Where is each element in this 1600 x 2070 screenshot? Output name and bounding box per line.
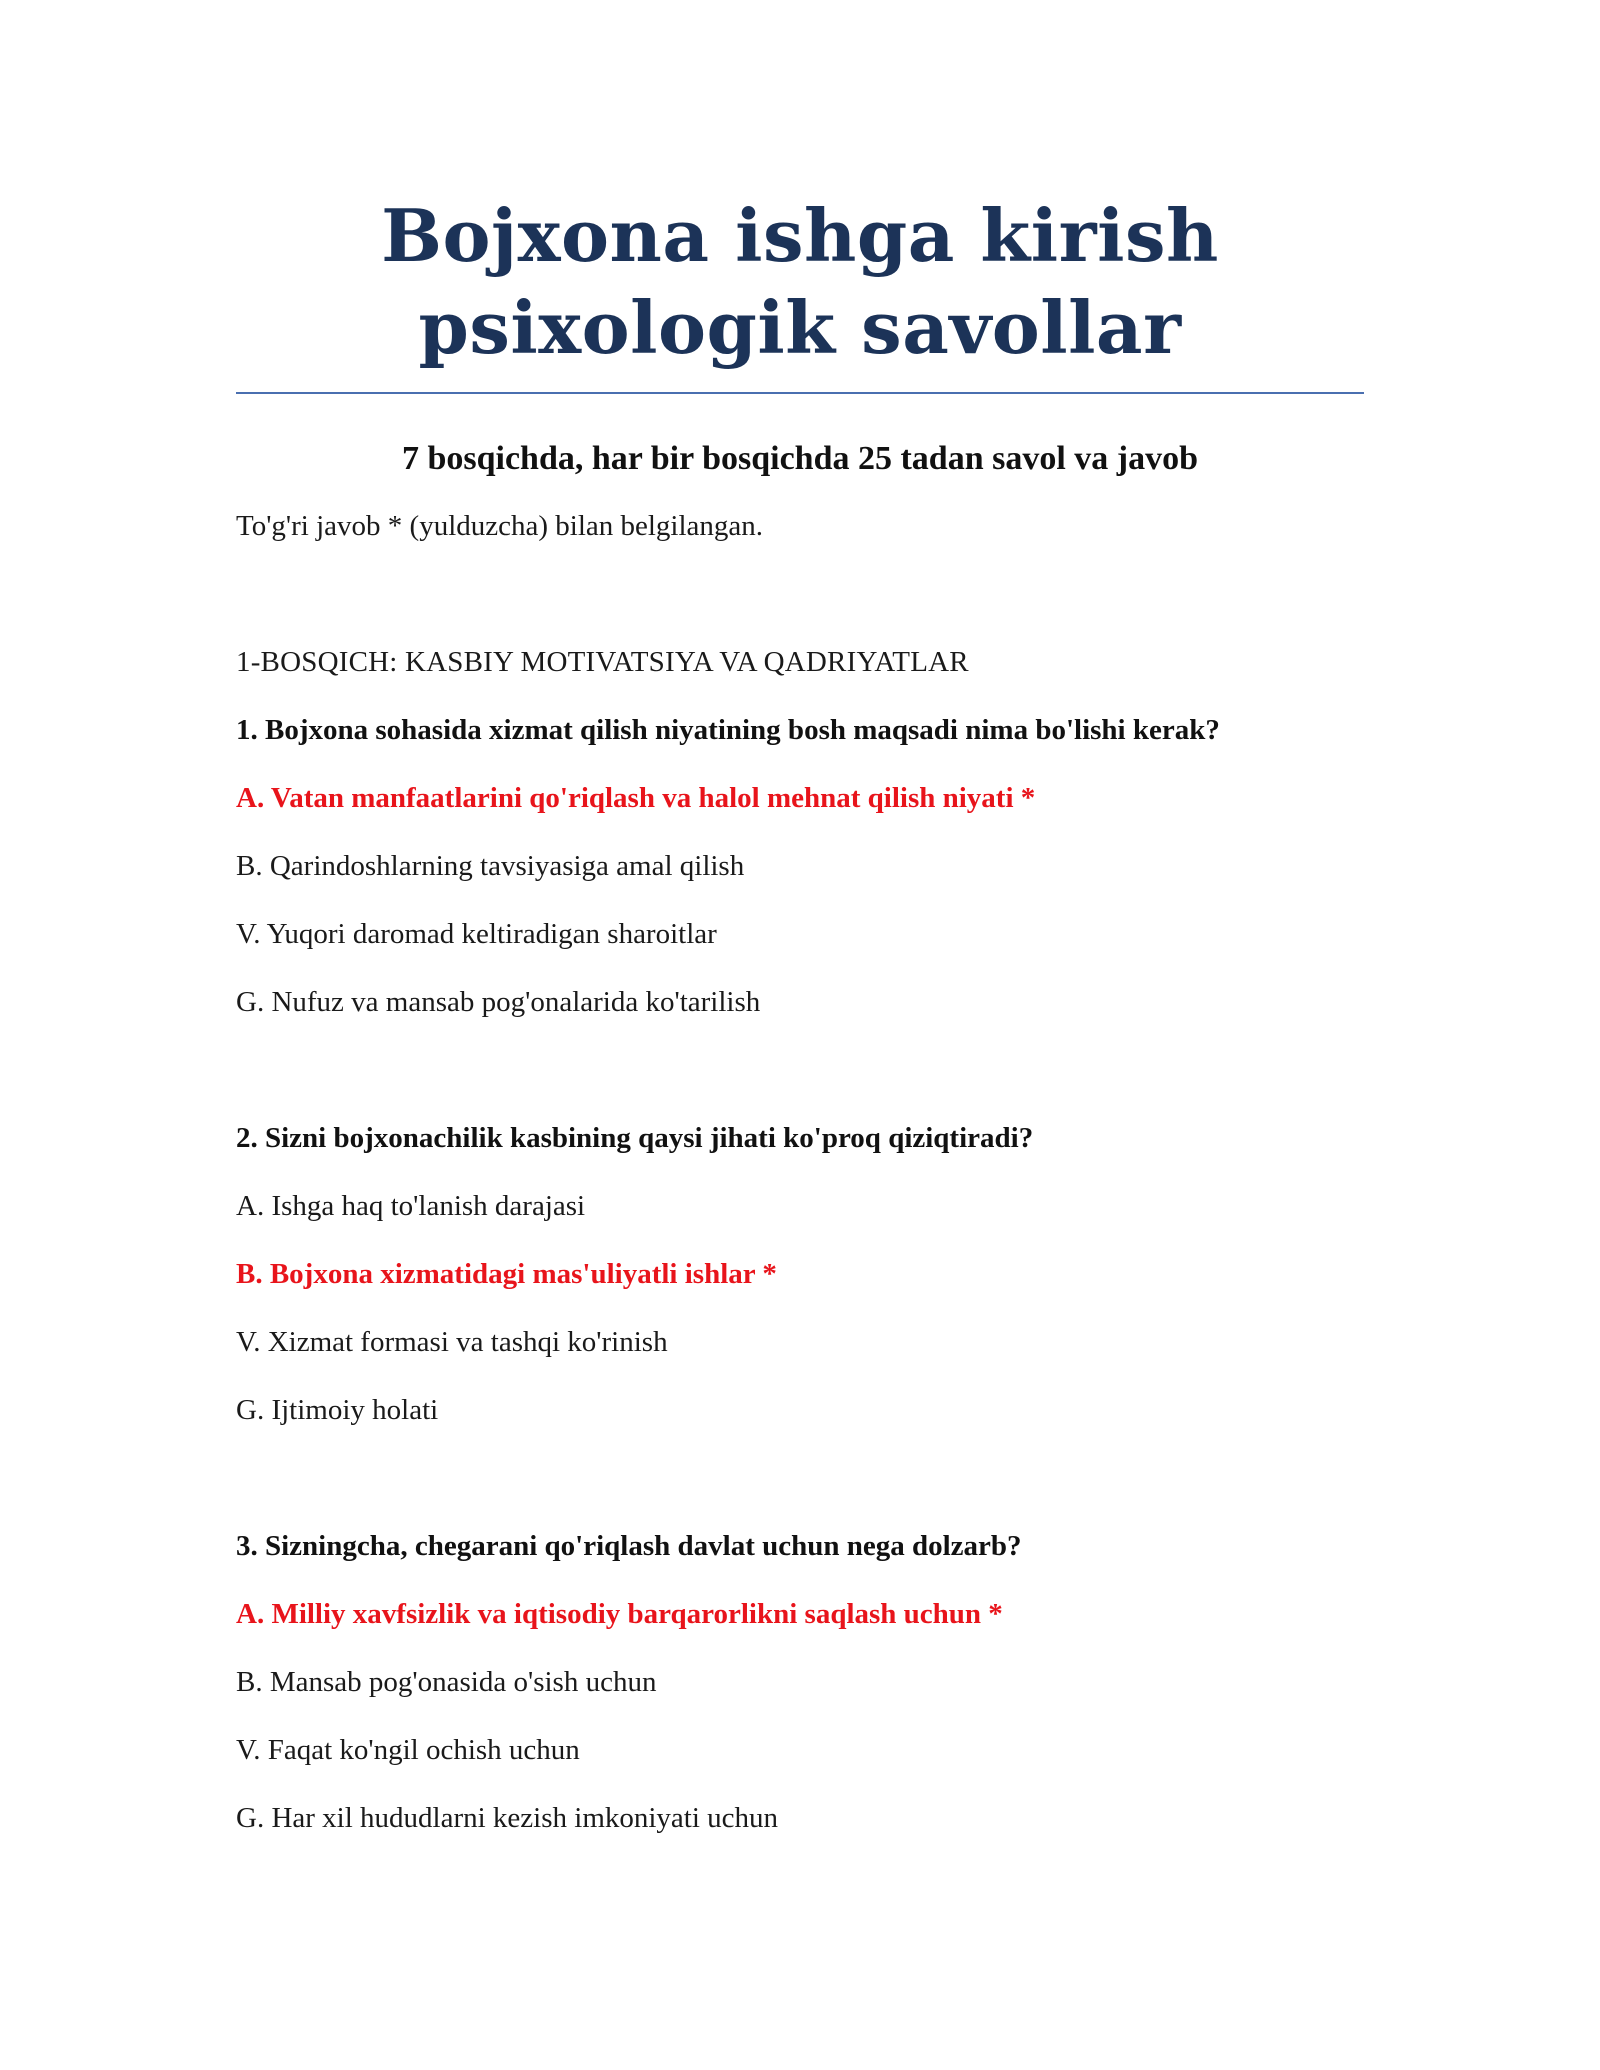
question-spacer	[236, 1430, 1364, 1498]
question-block	[236, 1118, 1364, 1430]
answer-option: B. Qarindoshlarning tavsiyasiga amal qilish	[236, 850, 745, 882]
answer-option: V. Yuqori daromad keltiradigan sharoitlar	[236, 918, 717, 950]
question-text: 2. Sizni bojxonachilik kasbining qaysi jihati ko'proq qiziqtiradi?	[236, 1122, 1034, 1154]
document-page	[236, 0, 1364, 1838]
answer-option: V. Faqat ko'ngil ochish uchun	[236, 1734, 580, 1766]
correct-answer-option: A. Milliy xavfsizlik va iqtisodiy barqarorlikni saqlash uchun *	[236, 1598, 1003, 1630]
answer-option: B. Mansab pog'onasida o'sish uchun	[236, 1666, 657, 1698]
answer-option: V. Xizmat formasi va tashqi ko'rinish	[236, 1326, 668, 1358]
stage-heading: 1-BOSQICH: KASBIY MOTIVATSIYA VA QADRIYATLAR	[236, 646, 969, 678]
question-text: 1. Bojxona sohasida xizmat qilish niyatining bosh maqsadi nima bo'lishi kerak?	[236, 714, 1220, 746]
answer-option: G. Nufuz va mansab pog'onalarida ko'tarilish	[236, 986, 761, 1018]
correct-answer-option: B. Bojxona xizmatidagi mas'uliyatli ishlar *	[236, 1258, 777, 1290]
question-spacer	[236, 1022, 1364, 1090]
document-subtitle: 7 bosqichda, har bir bosqichda 25 tadan savol va javob	[401, 440, 1199, 477]
answer-option: G. Ijtimoiy holati	[236, 1394, 439, 1426]
question-text: 3. Sizningcha, chegarani qo'riqlash davlat uchun nega dolzarb?	[236, 1530, 1022, 1562]
answer-option: A. Ishga haq to'lanish darajasi	[236, 1190, 586, 1222]
answer-option: G. Har xil hududlarni kezish imkoniyati uchun	[236, 1802, 779, 1834]
title-divider	[236, 392, 1364, 394]
question-block	[236, 710, 1364, 1022]
correct-answer-option: A. Vatan manfaatlarini qo'riqlash va halol mehnat qilish niyati *	[236, 782, 1036, 814]
document-title: Bojxona ishga kirish psixologik savollar	[381, 193, 1219, 370]
question-block	[236, 1526, 1364, 1838]
answer-key-note: To'g'ri javob * (yulduzcha) bilan belgilangan.	[236, 510, 764, 542]
